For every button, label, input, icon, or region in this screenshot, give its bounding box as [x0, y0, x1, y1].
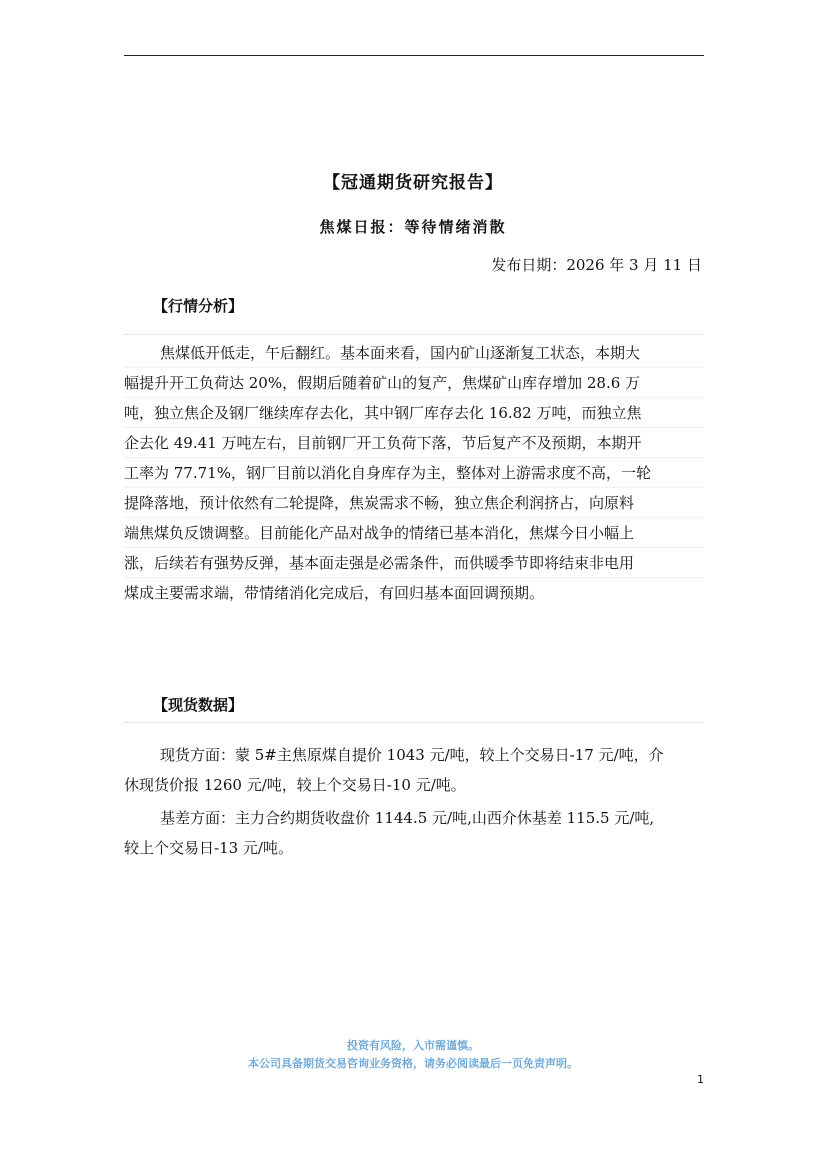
disclaimer-notice: 本公司具备期货交易咨询业务资格，请务必阅读最后一页免责声明。: [248, 1057, 578, 1070]
risk-warning: 投资有风险，入市需谨慎。: [347, 1039, 479, 1052]
paragraph-line: 现货方面：蒙 5#主焦原煤自提价 1043 元/吨，较上个交易日-17 元/吨，介: [160, 746, 664, 764]
market-analysis-paragraph: [124, 338, 704, 608]
paragraph-line: 企去化 49.41 万吨左右，目前钢厂开工负荷下落，节后复产不及预期，本期开: [124, 428, 704, 458]
report-title: 【冠通期货研究报告】: [323, 173, 503, 193]
paragraph-line: 幅提升开工负荷达 20%，假期后随着矿山的复产，焦煤矿山库存增加 28.6 万: [124, 368, 704, 398]
paragraph-line: 焦煤低开低走，午后翻红。基本面来看，国内矿山逐渐复工状态，本期大: [124, 338, 704, 368]
section-divider: [124, 722, 704, 723]
page-number: 1: [697, 1073, 704, 1086]
paragraph-line: 基差方面：主力合约期货收盘价 1144.5 元/吨,山西介休基差 115.5 元/吨,: [160, 809, 655, 827]
paragraph-line: 提降落地，预计依然有二轮提降，焦炭需求不畅，独立焦企利润挤占，向原料: [124, 488, 704, 518]
basis-paragraph: [124, 803, 704, 863]
paragraph-line: 休现货价报 1260 元/吨，较上个交易日-10 元/吨。: [124, 776, 466, 794]
spot-data-heading: 【现货数据】: [153, 696, 244, 714]
paragraph-line: 煤成主要需求端，带情绪消化完成后，有回归基本面回调预期。: [124, 584, 545, 602]
paragraph-line: 较上个交易日-13 元/吨。: [124, 839, 293, 857]
report-subtitle: 焦煤日报：等待情绪消散: [319, 218, 507, 236]
section-divider: [124, 334, 704, 335]
paragraph-line: 工率为 77.71%，钢厂目前以消化自身库存为主，整体对上游需求度不高，一轮: [124, 458, 704, 488]
paragraph-line: 吨，独立焦企及钢厂继续库存去化，其中钢厂库存去化 16.82 万吨，而独立焦: [124, 398, 704, 428]
header-rule: [124, 55, 704, 56]
paragraph-line: 涨，后续若有强势反弹，基本面走强是必需条件，而供暖季节即将结束非电用: [124, 548, 704, 578]
spot-price-paragraph: [124, 740, 704, 800]
market-analysis-heading: 【行情分析】: [153, 297, 244, 315]
paragraph-line: 端焦煤负反馈调整。目前能化产品对战争的情绪已基本消化，焦煤今日小幅上: [124, 518, 704, 548]
publish-date: 发布日期：2026 年 3 月 11 日: [491, 256, 702, 274]
